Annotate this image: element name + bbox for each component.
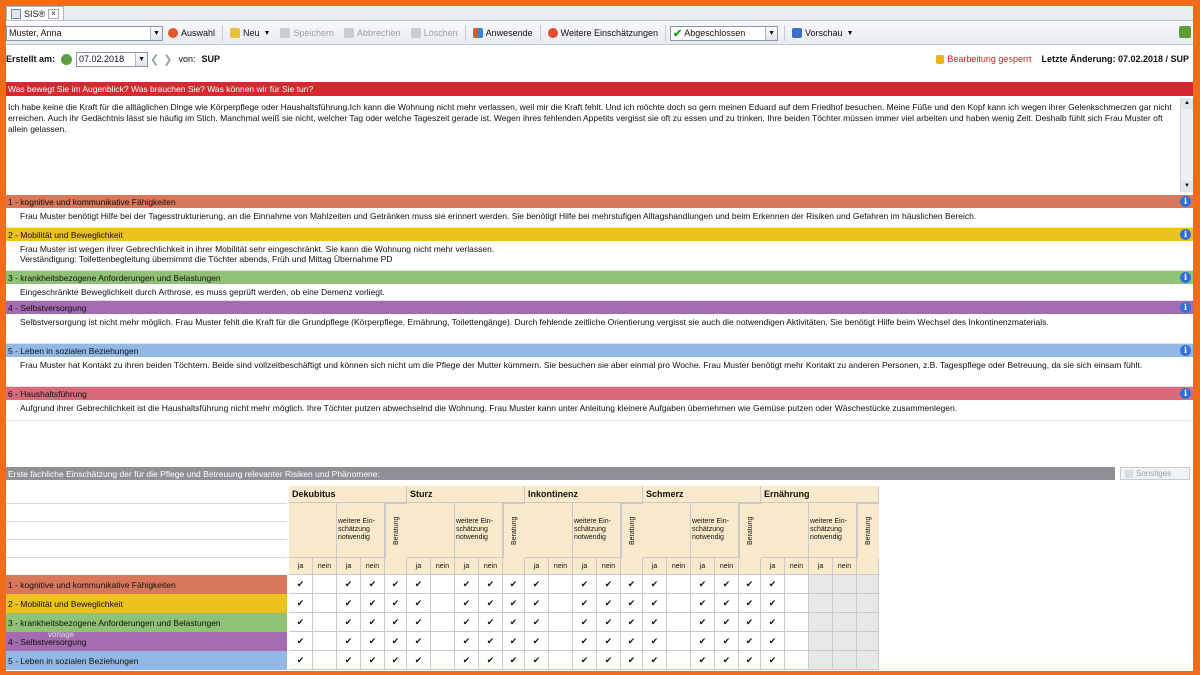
status-select[interactable] [670, 26, 778, 41]
topics-list [6, 195, 1193, 421]
locked-text: Bearbeitung gesperrt [947, 54, 1032, 64]
yes-no-label: ja [337, 558, 361, 575]
scroll-down-icon[interactable]: ▼ [1181, 181, 1193, 192]
checkbox-cell[interactable]: ✔ [715, 613, 739, 632]
chevron-down-icon: ▼ [263, 29, 271, 37]
checkbox-cell[interactable]: ✔ [407, 613, 431, 632]
checkbox-cell[interactable]: ✔ [361, 651, 385, 670]
checkbox-cell[interactable] [431, 594, 455, 613]
blank-cell [857, 558, 879, 575]
yes-no-label: ja [643, 558, 667, 575]
topic-header [6, 344, 1193, 357]
checkbox-cell[interactable]: ✔ [479, 632, 503, 651]
people-icon [473, 28, 483, 38]
checkbox-cell[interactable]: ✔ [361, 613, 385, 632]
blank-cell [761, 503, 809, 558]
weitere-label: weitere Ein-schätzung notwendig [455, 503, 503, 558]
checkbox-cell[interactable] [809, 632, 833, 651]
weitere-label: Weitere Einschätzungen [560, 28, 659, 38]
checkbox-cell[interactable]: ✔ [739, 632, 761, 651]
yes-no-label: nein [361, 558, 385, 575]
checkbox-cell[interactable]: ✔ [691, 632, 715, 651]
checkbox-cell[interactable]: ✔ [503, 594, 525, 613]
checkbox-cell[interactable]: ✔ [361, 575, 385, 594]
checkbox-cell[interactable]: ✔ [503, 575, 525, 594]
yes-no-label: nein [715, 558, 739, 575]
checkbox-cell[interactable] [313, 594, 337, 613]
created-date-field[interactable] [76, 52, 148, 67]
yes-no-label: nein [431, 558, 455, 575]
chevron-down-icon[interactable]: ▼ [135, 53, 147, 66]
vorschau-button[interactable] [787, 24, 858, 42]
yes-no-label: ja [573, 558, 597, 575]
checkbox-cell[interactable]: ✔ [573, 575, 597, 594]
checkbox-cell[interactable] [549, 651, 573, 670]
checkbox-cell[interactable]: ✔ [289, 575, 313, 594]
checkbox-cell[interactable] [857, 613, 879, 632]
blank-row [6, 486, 287, 504]
risk-group-header: Dekubitus [289, 486, 407, 503]
checkbox-cell[interactable]: ✔ [455, 651, 479, 670]
checkbox-cell[interactable] [833, 575, 857, 594]
delete-icon [411, 28, 421, 38]
checkbox-cell[interactable]: ✔ [715, 575, 739, 594]
tab-title: SIS® [24, 8, 46, 19]
checkbox-cell[interactable]: ✔ [691, 651, 715, 670]
blank-row [6, 522, 287, 540]
notes-icon [1125, 470, 1133, 478]
risk-title: Erste fachliche Einschätzung der für die Pflege und Betreuung relevanter Risiken und Phänomene: [6, 467, 1115, 480]
checkbox-cell[interactable] [785, 594, 809, 613]
question-title: Was bewegt Sie im Augenblick? Was brauchen Sie? Was können wir für Sie tun? [6, 82, 1193, 96]
checkbox-cell[interactable] [431, 575, 455, 594]
checkbox-cell[interactable]: ✔ [597, 651, 621, 670]
neu-label: Neu [243, 28, 260, 38]
abbrechen-label: Abbrechen [357, 28, 401, 38]
vorschau-label: Vorschau [805, 28, 843, 38]
checkbox-cell[interactable]: ✔ [407, 594, 431, 613]
risk-row-label: 3 - krankheitsbezogene Anforderungen und Belastungen [6, 613, 287, 632]
checkbox-cell[interactable]: ✔ [597, 594, 621, 613]
checkbox-cell[interactable]: ✔ [573, 594, 597, 613]
checkbox-cell[interactable] [667, 613, 691, 632]
auswahl-label: Auswahl [181, 28, 216, 38]
topic-title: 4 - Selbstversorgung [8, 302, 87, 313]
topic-header [6, 228, 1193, 241]
checkbox-cell[interactable]: ✔ [761, 651, 785, 670]
calendar-icon [61, 54, 72, 65]
topic-header [6, 387, 1193, 400]
checkbox-cell[interactable] [549, 575, 573, 594]
checkbox-cell[interactable]: ✔ [385, 651, 407, 670]
checkbox-cell[interactable] [833, 594, 857, 613]
checkbox-cell[interactable]: ✔ [361, 594, 385, 613]
created-label: Erstellt am: [6, 54, 56, 64]
checkbox-cell[interactable]: ✔ [337, 613, 361, 632]
checkbox-cell[interactable]: ✔ [739, 613, 761, 632]
checkbox-cell[interactable]: ✔ [739, 575, 761, 594]
checkbox-cell[interactable] [785, 613, 809, 632]
yes-no-label: ja [809, 558, 833, 575]
checkbox-cell[interactable]: ✔ [455, 613, 479, 632]
beratung-label: Beratung [739, 503, 761, 558]
checkbox-cell[interactable] [785, 632, 809, 651]
yes-no-label: nein [833, 558, 857, 575]
yes-no-label: ja [407, 558, 431, 575]
chevron-down-icon[interactable]: ▼ [765, 27, 777, 40]
checkbox-cell[interactable]: ✔ [739, 594, 761, 613]
blank-row [6, 540, 287, 558]
checkbox-cell[interactable]: ✔ [597, 575, 621, 594]
check-icon: ✔ [673, 27, 683, 40]
loeschen-button[interactable] [406, 24, 463, 42]
checkbox-cell[interactable]: ✔ [597, 613, 621, 632]
topic-header [6, 195, 1193, 208]
sonstiges-button[interactable] [1120, 467, 1190, 480]
weitere-label: weitere Ein-schätzung notwendig [691, 503, 739, 558]
checkbox-cell[interactable] [431, 632, 455, 651]
speichern-button[interactable] [275, 24, 339, 42]
prev-icon[interactable]: ❮ [150, 53, 160, 66]
checkbox-cell[interactable]: ✔ [621, 575, 643, 594]
checkbox-cell[interactable]: ✔ [503, 651, 525, 670]
risk-row-label: 2 - Mobilität und Beweglichkeit [6, 594, 287, 613]
checkbox-cell[interactable]: ✔ [337, 575, 361, 594]
yes-no-label: nein [597, 558, 621, 575]
blank-cell [643, 503, 691, 558]
yes-no-label: nein [479, 558, 503, 575]
checkbox-cell[interactable]: ✔ [643, 632, 667, 651]
checkbox-cell[interactable] [549, 632, 573, 651]
checkbox-cell[interactable] [667, 575, 691, 594]
checkbox-cell[interactable]: ✔ [455, 575, 479, 594]
checkbox-cell[interactable]: ✔ [715, 651, 739, 670]
weitere-einschaetzungen-button[interactable] [543, 24, 663, 42]
app-window [6, 6, 1193, 671]
topic-title: 6 - Haushaltsführung [8, 388, 87, 399]
checkbox-cell[interactable] [785, 651, 809, 670]
last-change: Letzte Änderung: 07.02.2018 / SUP [1041, 54, 1189, 64]
scrollbar[interactable] [1180, 98, 1193, 192]
checkbox-cell[interactable]: ✔ [407, 632, 431, 651]
weitere-label: weitere Ein-schätzung notwendig [573, 503, 621, 558]
checkbox-cell[interactable]: ✔ [289, 613, 313, 632]
yes-no-label: ja [455, 558, 479, 575]
exit-icon[interactable] [1179, 26, 1191, 38]
checkbox-cell[interactable]: ✔ [643, 594, 667, 613]
checkbox-cell[interactable]: ✔ [455, 632, 479, 651]
divider [540, 25, 541, 41]
info-icon[interactable]: i [1180, 388, 1191, 399]
divider [222, 25, 223, 41]
by-value: SUP [201, 54, 220, 64]
topic-text[interactable]: Frau Muster hat Kontakt zu ihren beiden Töchtern. Beide sind vollzeitbeschäftigt und können sich nicht um die Pflege der Mutter kümmern. Sie besuchen sie aber einmal pro Woche. Frau Muster benötigt mehr Kontakt zu anderen Personen, z.B. Tagespflege oder Betreuung, da sie sich einsam fühlt. [6, 357, 1193, 387]
checkbox-cell[interactable] [809, 651, 833, 670]
checkbox-cell[interactable]: ✔ [479, 594, 503, 613]
yes-no-label: ja [761, 558, 785, 575]
checkbox-cell[interactable] [549, 613, 573, 632]
topic-text[interactable]: Eingeschränkte Beweglichkeit durch Arthrose, es muss geprüft werden, ob eine Demenz vorliegt. [6, 284, 1193, 301]
chevron-down-icon: ▼ [846, 29, 854, 37]
abbrechen-button[interactable] [339, 24, 406, 42]
topic-title: 2 - Mobilität und Beweglichkeit [8, 229, 123, 240]
topic-title: 1 - kognitive und kommunikative Fähigkeiten [8, 196, 176, 207]
checkbox-cell[interactable]: ✔ [503, 613, 525, 632]
yes-no-label: ja [525, 558, 549, 575]
cancel-icon [344, 28, 354, 38]
checkbox-cell[interactable]: ✔ [289, 651, 313, 670]
checkbox-cell[interactable]: ✔ [525, 613, 549, 632]
checkbox-cell[interactable]: ✔ [525, 632, 549, 651]
checkbox-cell[interactable]: ✔ [503, 632, 525, 651]
checkbox-cell[interactable] [431, 613, 455, 632]
yes-no-label: ja [691, 558, 715, 575]
checkbox-cell[interactable]: ✔ [761, 613, 785, 632]
blank-cell [739, 558, 761, 575]
checkbox-cell[interactable]: ✔ [621, 651, 643, 670]
checkbox-cell[interactable]: ✔ [643, 613, 667, 632]
topic-title: 5 - Leben in sozialen Beziehungen [8, 345, 139, 356]
checkbox-cell[interactable]: ✔ [715, 632, 739, 651]
checkbox-cell[interactable]: ✔ [525, 594, 549, 613]
auswahl-button[interactable] [163, 24, 220, 42]
checkbox-cell[interactable]: ✔ [479, 575, 503, 594]
checkbox-cell[interactable]: ✔ [361, 632, 385, 651]
weitere-label: weitere Ein-schätzung notwendig [337, 503, 385, 558]
checkbox-cell[interactable] [833, 613, 857, 632]
checkbox-cell[interactable]: ✔ [739, 651, 761, 670]
checkbox-cell[interactable]: ✔ [573, 613, 597, 632]
status-select-value: Abgeschlossen [684, 28, 746, 38]
lock-status [936, 50, 1189, 68]
checkbox-cell[interactable]: ✔ [337, 651, 361, 670]
checkbox-cell[interactable] [809, 575, 833, 594]
checkbox-cell[interactable]: ✔ [715, 594, 739, 613]
checkbox-cell[interactable]: ✔ [691, 575, 715, 594]
checkbox-cell[interactable]: ✔ [761, 632, 785, 651]
yes-no-label: ja [289, 558, 313, 575]
risk-row-label: 5 - Leben in sozialen Beziehungen [6, 651, 287, 670]
divider [665, 25, 666, 41]
checkbox-cell[interactable] [667, 594, 691, 613]
toolbar [6, 22, 1193, 45]
blank-cell [407, 503, 455, 558]
patient-select[interactable] [6, 26, 163, 41]
risk-group-header: Schmerz [643, 486, 761, 503]
speichern-label: Speichern [293, 28, 335, 38]
checkbox-cell[interactable]: ✔ [385, 632, 407, 651]
checkbox-cell[interactable]: ✔ [621, 632, 643, 651]
checkbox-cell[interactable]: ✔ [761, 575, 785, 594]
checkbox-cell[interactable] [833, 632, 857, 651]
checkbox-cell[interactable]: ✔ [525, 575, 549, 594]
yes-no-label: nein [549, 558, 573, 575]
checkbox-cell[interactable] [313, 632, 337, 651]
checkbox-cell[interactable] [857, 632, 879, 651]
checkbox-cell[interactable]: ✔ [407, 575, 431, 594]
checkbox-cell[interactable]: ✔ [479, 651, 503, 670]
by-label: von: [178, 54, 196, 64]
sonstiges-label: Sonstiges [1136, 469, 1172, 478]
blank-row [6, 558, 287, 576]
beratung-label: Beratung [857, 503, 879, 558]
checkbox-cell[interactable]: ✔ [337, 632, 361, 651]
next-icon[interactable]: ❯ [163, 53, 173, 66]
topic-text[interactable]: Frau Muster benötigt Hilfe bei der Tagesstrukturierung, an die Einnahme von Mahlzeiten und Getränken muss sie erinnert werden. Sie benötigt Hilfe bei mehrstufigen Alltagshandlungen und beim Erkennen der Risiken und Gefahren im häuslichen Bereich. [6, 208, 1193, 228]
created-date-value: 07.02.2018 [79, 54, 125, 64]
checkbox-cell[interactable]: ✔ [385, 575, 407, 594]
risk-group-header: Sturz [407, 486, 525, 503]
topic-text[interactable]: Frau Muster ist wegen ihrer Gebrechlichkeit in ihrer Mobilität sehr eingeschränkt. Sie kann die Wohnung nicht mehr verlassen. Verständigung: Toilettenbegleitung übernimmt die Töchter abends, Früh und Mittag Übernahme PD [6, 241, 1193, 271]
checkbox-cell[interactable]: ✔ [337, 594, 361, 613]
anwesende-label: Anwesende [485, 28, 533, 38]
risk-group-header: Inkontinenz [525, 486, 643, 503]
checkbox-cell[interactable]: ✔ [525, 651, 549, 670]
checkbox-cell[interactable]: ✔ [761, 594, 785, 613]
checkbox-cell[interactable]: ✔ [385, 594, 407, 613]
checkbox-cell[interactable]: ✔ [455, 594, 479, 613]
checkbox-cell[interactable]: ✔ [597, 632, 621, 651]
patient-select-value: Muster, Anna [9, 28, 62, 38]
checkbox-cell[interactable] [313, 613, 337, 632]
risk-row-label: 4 - Selbstversorgung [6, 632, 287, 651]
beratung-label: Beratung [503, 503, 525, 558]
checkbox-cell[interactable]: ✔ [385, 613, 407, 632]
weitere-label: weitere Ein-schätzung notwendig [809, 503, 857, 558]
topic-text[interactable]: Aufgrund ihrer Gebrechlichkeit ist die Haushaltsführung nicht mehr möglich. Ihre Töchter putzen abwechselnd die Wohnung. Frau Muster kann unter Anleitung kleinere Aufgaben übernehmen wie Gemüse putzen oder Wäschestücke zusammenlegen. [6, 400, 1193, 421]
risk-group-header: Ernährung [761, 486, 879, 503]
checkbox-cell[interactable]: ✔ [573, 651, 597, 670]
lock-icon [936, 55, 944, 64]
topic-header [6, 271, 1193, 284]
info-icon[interactable]: i [1180, 196, 1191, 207]
checkbox-cell[interactable]: ✔ [643, 651, 667, 670]
yes-no-label: nein [313, 558, 337, 575]
checkbox-cell[interactable] [785, 575, 809, 594]
document-icon [11, 9, 21, 19]
topic-text[interactable]: Selbstversorgung ist nicht mehr möglich. Frau Muster fehlt die Kraft für die Grundpflege (Körperpflege, Ernährung, Toilettengänge). Durch fehlende zeitliche Orientierung vergisst sie auch die notwendigen Aktivitäten. Sie benötigt Hilfe beim Wechsel des Inkontinenzmaterials. [6, 314, 1193, 344]
blank-cell [525, 503, 573, 558]
checkbox-cell[interactable] [857, 651, 879, 670]
beratung-label: Beratung [621, 503, 643, 558]
checkbox-cell[interactable] [809, 613, 833, 632]
checkbox-cell[interactable]: ✔ [573, 632, 597, 651]
loeschen-label: Löschen [423, 28, 458, 38]
checkbox-cell[interactable] [313, 575, 337, 594]
checkbox-cell[interactable]: ✔ [621, 594, 643, 613]
checkbox-cell[interactable] [833, 651, 857, 670]
checkbox-cell[interactable]: ✔ [407, 651, 431, 670]
assessment-icon [548, 28, 558, 38]
blank-cell [503, 558, 525, 575]
risk-row-label: 1 - kognitive und kommunikative Fähigkeiten [6, 575, 287, 594]
blank-cell [289, 503, 337, 558]
topic-header [6, 301, 1193, 314]
checkbox-cell[interactable] [431, 651, 455, 670]
checkbox-cell[interactable]: ✔ [691, 594, 715, 613]
checkbox-cell[interactable] [313, 651, 337, 670]
save-icon [280, 28, 290, 38]
info-icon[interactable]: i [1180, 345, 1191, 356]
close-icon[interactable]: × [48, 9, 59, 19]
checkbox-cell[interactable] [809, 594, 833, 613]
checkbox-cell[interactable]: ✔ [289, 594, 313, 613]
blank-row [6, 504, 287, 522]
checkbox-cell[interactable] [549, 594, 573, 613]
checkbox-cell[interactable] [667, 632, 691, 651]
meta-line [6, 50, 1193, 68]
divider [465, 25, 466, 41]
person-icon [168, 28, 178, 38]
checkbox-cell[interactable] [857, 575, 879, 594]
divider [784, 25, 785, 41]
blank-cell [621, 558, 643, 575]
checkbox-cell[interactable]: ✔ [621, 613, 643, 632]
blank-cell [385, 558, 407, 575]
checkbox-cell[interactable]: ✔ [643, 575, 667, 594]
neu-button[interactable] [225, 24, 275, 42]
yes-no-label: nein [785, 558, 809, 575]
watermark: vorlage [48, 630, 75, 639]
checkbox-cell[interactable]: ✔ [691, 613, 715, 632]
beratung-label: Beratung [385, 503, 407, 558]
info-icon[interactable]: i [1180, 272, 1191, 283]
tab-strip [6, 6, 1193, 21]
question-text[interactable]: Ich habe keine die Kraft für die alltäglichen Dinge wie Körperpflege oder Haushaltsführung.Ich kann die Wohnung nicht mehr verlassen, weil mir die Kraft fehlt. Und ich möchte doch so gern meinen Eduard auf dem Friedhof besuchen. Meine Füße und den Kopf kann ich wegen ihrer Gelenkschmerzen gar nicht erreichen. Auch ihr Gedächtnis lässt sie häufig im Stich. Manchmal weiß sie nicht, welcher Tag oder welche Tageszeit gerade ist. Wegen ihres fehlenden Appetits vergisst sie oft zu essen und zu trinken. Ihre beiden Töchter müssen immer viel arbeiten und haben wenig Zeit. Deshalb fühlt sich Frau Muster oft allein gelassen. [8, 102, 1172, 134]
checkbox-cell[interactable] [857, 594, 879, 613]
info-icon[interactable]: i [1180, 229, 1191, 240]
checkbox-cell[interactable] [667, 651, 691, 670]
chevron-down-icon[interactable]: ▼ [150, 27, 162, 40]
checkbox-cell[interactable]: ✔ [289, 632, 313, 651]
scroll-up-icon[interactable]: ▲ [1181, 98, 1193, 109]
preview-icon [792, 28, 802, 38]
tab-sis[interactable] [6, 6, 64, 20]
new-document-icon [230, 28, 240, 38]
topic-title: 3 - krankheitsbezogene Anforderungen und Belastungen [8, 272, 221, 283]
info-icon[interactable]: i [1180, 302, 1191, 313]
checkbox-cell[interactable]: ✔ [479, 613, 503, 632]
yes-no-label: nein [667, 558, 691, 575]
anwesende-button[interactable] [468, 24, 538, 42]
